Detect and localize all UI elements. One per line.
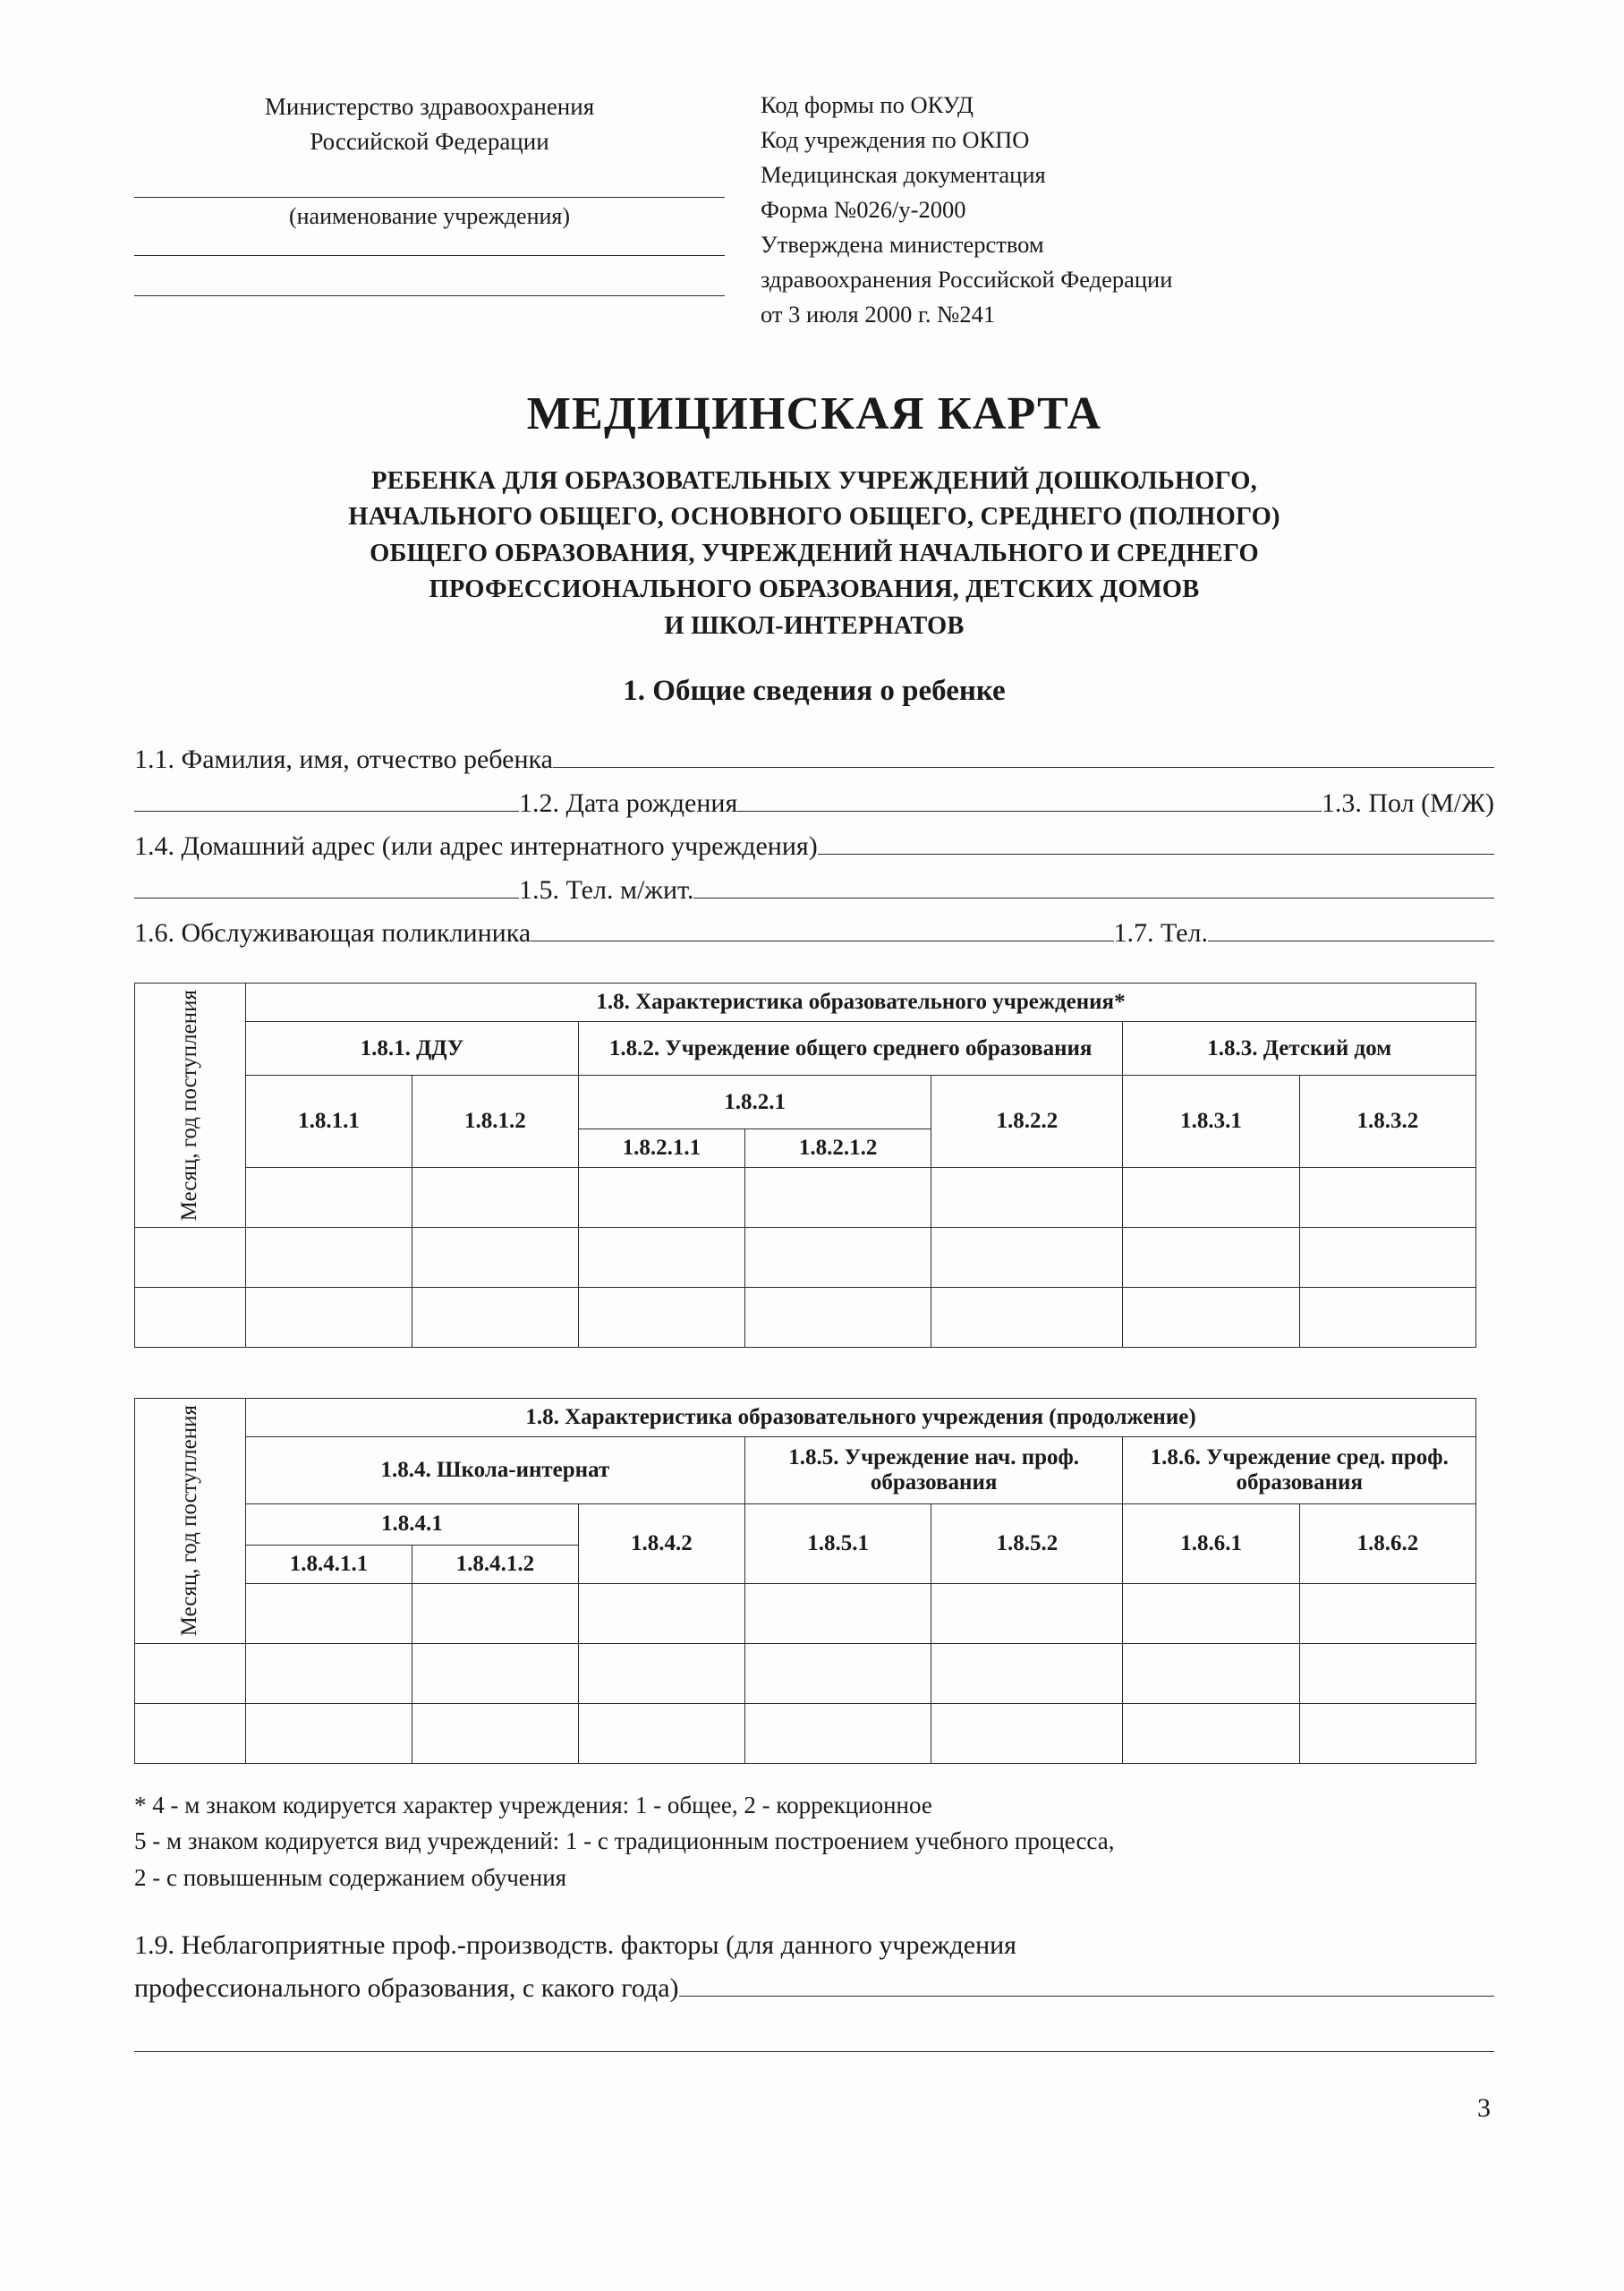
institution-name-rule [134, 197, 725, 198]
table1-cell-input[interactable] [578, 1228, 744, 1288]
table-gap [134, 1348, 1494, 1371]
table2-cell-input[interactable] [578, 1583, 744, 1643]
table1-cell-input[interactable] [245, 1168, 412, 1228]
table2-group-boarding-school: 1.8.4. Школа-интернат [245, 1437, 744, 1503]
table1-cell-input[interactable] [1299, 1228, 1475, 1288]
institution-code-line: Код учреждения по ОКПО [761, 125, 1030, 153]
table2-col-1841: 1.8.4.1 [245, 1503, 578, 1545]
table2-group-primary-prof: 1.8.5. Учреждение нач. проф. образования [744, 1437, 1123, 1503]
input-phone-home[interactable] [693, 873, 1494, 899]
table2-cell-input[interactable] [1123, 1703, 1299, 1763]
label-phone-home: 1.5. Тел. м/жит. [519, 874, 694, 905]
table1-col-1831: 1.8.3.1 [1123, 1076, 1299, 1168]
table2-cell-input[interactable] [1123, 1583, 1299, 1643]
section-title-general-info: 1. Общие сведения о ребенке [623, 675, 1006, 708]
table2-col-18412: 1.8.4.1.2 [412, 1545, 578, 1583]
table1-col-1832: 1.8.3.2 [1299, 1076, 1475, 1168]
table2-group-secondary-prof: 1.8.6. Учреждение сред. проф. образования [1123, 1437, 1476, 1503]
table1-col-1822: 1.8.2.2 [931, 1076, 1123, 1168]
form-code-line: Код формы по ОКУД [761, 91, 974, 118]
table2-cell-input[interactable] [744, 1643, 931, 1703]
table2-cell-input[interactable] [412, 1643, 578, 1703]
input-polyclinic-phone[interactable] [1208, 916, 1494, 941]
institution-name-caption: (наименование учреждения) [288, 203, 571, 230]
table-row [135, 1437, 1476, 1440]
table1-col-1821: 1.8.2.1 [578, 1076, 931, 1129]
page-number: 3 [1477, 2093, 1491, 2124]
table2-cell-input[interactable] [1299, 1583, 1475, 1643]
table2-cell-input[interactable] [1299, 1703, 1475, 1763]
year-label-1: год поступления [177, 989, 202, 1148]
field-row-19 [134, 1924, 1494, 2010]
table2-cell-input[interactable] [1299, 1643, 1475, 1703]
label-harmful-factors-line-1: 1.9. Неблагоприятные проф.-производств. факторы (для данного учреждения [134, 1930, 1016, 1961]
table-row [135, 1076, 1476, 1129]
table-row [135, 1021, 1476, 1036]
table1-col-1811: 1.8.1.1 [245, 1076, 412, 1168]
field-row-2 [134, 782, 1494, 826]
table2-col-1852: 1.8.5.2 [931, 1503, 1123, 1583]
medical-documentation-line: Медицинская документация [761, 160, 1046, 188]
table1-col-18212: 1.8.2.1.2 [744, 1129, 931, 1168]
table1-cell-input[interactable] [578, 1168, 744, 1228]
input-home-address[interactable] [818, 830, 1494, 855]
table2-row-label-input[interactable] [135, 1643, 246, 1703]
table2-row-label-input[interactable] [135, 1703, 246, 1763]
table1-cell-input[interactable] [245, 1288, 412, 1348]
document-sheet [134, 81, 1494, 2124]
table-row [135, 1399, 1476, 1437]
table1-col-18211: 1.8.2.1.1 [578, 1129, 744, 1168]
footnote-line-3: 2 - с повышенным содержанием обучения [134, 1863, 567, 1891]
table1-cell-input[interactable] [245, 1228, 412, 1288]
table2-cell-input[interactable] [931, 1643, 1123, 1703]
month-year-label-cell-1 [135, 983, 246, 1227]
education-institution-table-1 [134, 983, 1476, 1348]
table1-cell-input[interactable] [412, 1288, 578, 1348]
table2-cell-input[interactable] [412, 1703, 578, 1763]
subtitle-line-3: ОБЩЕГО ОБРАЗОВАНИЯ, УЧРЕЖДЕНИЙ НАЧАЛЬНОГО И СРЕДНЕГО [370, 539, 1259, 567]
approved-line-2: здравоохранения Российской Федерации [761, 265, 1173, 293]
input-full-name[interactable] [553, 743, 1494, 768]
input-full-name-continued[interactable] [134, 787, 519, 812]
table1-cell-input[interactable] [1299, 1168, 1475, 1228]
document-header [134, 81, 1494, 332]
table2-cell-input[interactable] [245, 1583, 412, 1643]
month-year-label-cell-2 [135, 1399, 246, 1643]
header-right-block [761, 81, 1494, 332]
table-row [135, 1228, 1476, 1288]
subtitle-line-5: И ШКОЛ-ИНТЕРНАТОВ [664, 611, 965, 640]
table-row [135, 1643, 1476, 1703]
institution-extra-rule-2 [134, 295, 725, 296]
footnote-line-2: 5 - м знаком кодируется вид учреждений: 1 - с традиционным построением учебного процесса, [134, 1827, 1115, 1855]
table1-group-general-secondary: 1.8.2. Учреждение общего среднего образования [578, 1021, 1123, 1075]
subtitle-line-1: РЕБЕНКА ДЛЯ ОБРАЗОВАТЕЛЬНЫХ УЧРЕЖДЕНИЙ ДОШКОЛЬНОГО, [371, 466, 1257, 495]
table2-col-1861: 1.8.6.1 [1123, 1503, 1299, 1583]
table2-cell-input[interactable] [744, 1583, 931, 1643]
table1-cell-input[interactable] [1123, 1228, 1299, 1288]
table2-cell-input[interactable] [931, 1583, 1123, 1643]
table1-cell-input[interactable] [931, 1288, 1123, 1348]
table-row [135, 1703, 1476, 1763]
education-institution-table-2 [134, 1398, 1476, 1763]
year-label-2: год поступления [177, 1405, 202, 1563]
institution-extra-rule-1 [134, 255, 725, 256]
field-row-4 [134, 869, 1494, 913]
input-polyclinic[interactable] [531, 916, 1113, 941]
table1-cell-input[interactable] [412, 1228, 578, 1288]
table1-col-1812: 1.8.1.2 [412, 1076, 578, 1168]
table1-cell-input[interactable] [1299, 1288, 1475, 1348]
page-title: МЕДИЦИНСКАЯ КАРТА [526, 388, 1102, 439]
table1-row-label-input[interactable] [135, 1288, 246, 1348]
table2-cell-input[interactable] [1123, 1643, 1299, 1703]
label-harmful-factors-line-2: профессионального образования, с какого года) [134, 1973, 679, 2004]
subtitle-line-4: ПРОФЕССИОНАЛЬНОГО ОБРАЗОВАНИЯ, ДЕТСКИХ ДОМОВ [429, 575, 1200, 604]
field-row-3 [134, 825, 1494, 869]
input-home-address-continued[interactable] [134, 873, 519, 899]
table1-cell-input[interactable] [412, 1168, 578, 1228]
table-row [135, 1288, 1476, 1348]
table1-cell-input[interactable] [931, 1168, 1123, 1228]
field-row-5 [134, 912, 1494, 956]
table2-col-18411: 1.8.4.1.1 [245, 1545, 412, 1583]
ministry-line-2: Российской Федерации [310, 128, 549, 156]
table2-col-1842: 1.8.4.2 [578, 1503, 744, 1583]
table1-group-ddu: 1.8.1. ДДУ [245, 1021, 578, 1075]
month-label-1: Месяц, [177, 1153, 202, 1222]
field-row-1 [134, 738, 1494, 782]
label-home-address: 1.4. Домашний адрес (или адрес интернатного учреждения) [134, 831, 818, 862]
table1-cell-input[interactable] [744, 1228, 931, 1288]
table-row [135, 1168, 1476, 1228]
month-year-label-2 [175, 1405, 205, 1636]
label-polyclinic-phone: 1.7. Тел. [1113, 918, 1208, 949]
table2-caption: 1.8. Характеристика образовательного учреждения (продолжение) [245, 1399, 1475, 1437]
subtitle-line-2: НАЧАЛЬНОГО ОБЩЕГО, ОСНОВНОГО ОБЩЕГО, СРЕДНЕГО (ПОЛНОГО) [348, 503, 1280, 532]
input-birth-date[interactable] [737, 787, 1322, 812]
month-year-label-1 [175, 990, 205, 1221]
table2-cell-input[interactable] [578, 1643, 744, 1703]
table2-col-1851: 1.8.5.1 [744, 1503, 931, 1583]
table2-cell-input[interactable] [744, 1703, 931, 1763]
label-full-name: 1.1. Фамилия, имя, отчество ребенка [134, 745, 553, 775]
table1-row-label-input[interactable] [135, 1228, 246, 1288]
table-row [135, 983, 1476, 1021]
table1-cell-input[interactable] [931, 1228, 1123, 1288]
table1-cell-input[interactable] [1123, 1288, 1299, 1348]
field-row-19-line-2 [134, 1967, 1494, 2010]
table1-cell-input[interactable] [1123, 1168, 1299, 1228]
table-row [135, 1503, 1476, 1545]
approved-line-1: Утверждена министерством [761, 230, 1044, 258]
table2-cell-input[interactable] [578, 1703, 744, 1763]
table2-col-1862: 1.8.6.2 [1299, 1503, 1475, 1583]
label-sex: 1.3. Пол (М/Ж) [1321, 788, 1494, 818]
month-label-2: Месяц, [177, 1568, 202, 1637]
ministry-line-1: Министерство здравоохранения [264, 93, 595, 120]
table1-cell-input[interactable] [744, 1288, 931, 1348]
label-polyclinic: 1.6. Обслуживающая поликлиника [134, 918, 531, 949]
bottom-rule [134, 2051, 1494, 2052]
table2-cell-input[interactable] [245, 1703, 412, 1763]
table1-cell-input[interactable] [744, 1168, 931, 1228]
table2-cell-input[interactable] [412, 1583, 578, 1643]
table1-group-orphanage: 1.8.3. Детский дом [1123, 1021, 1476, 1075]
form-fields [134, 738, 1494, 956]
table-row [135, 1583, 1476, 1643]
footnote-block [134, 1787, 1494, 1896]
table2-cell-input[interactable] [245, 1643, 412, 1703]
label-birth-date: 1.2. Дата рождения [519, 788, 738, 818]
page-subtitle [134, 464, 1494, 644]
table1-caption: 1.8. Характеристика образовательного учреждения* [245, 983, 1475, 1021]
table1-cell-input[interactable] [578, 1288, 744, 1348]
input-harmful-factors[interactable] [679, 1972, 1494, 1997]
footnote-line-1: * 4 - м знаком кодируется характер учреждения: 1 - общее, 2 - коррекционное [134, 1791, 932, 1818]
approved-date-line: от 3 июля 2000 г. №241 [761, 300, 996, 328]
form-number-line: Форма №026/у-2000 [761, 195, 966, 223]
header-left-block [134, 81, 725, 296]
table2-cell-input[interactable] [931, 1703, 1123, 1763]
